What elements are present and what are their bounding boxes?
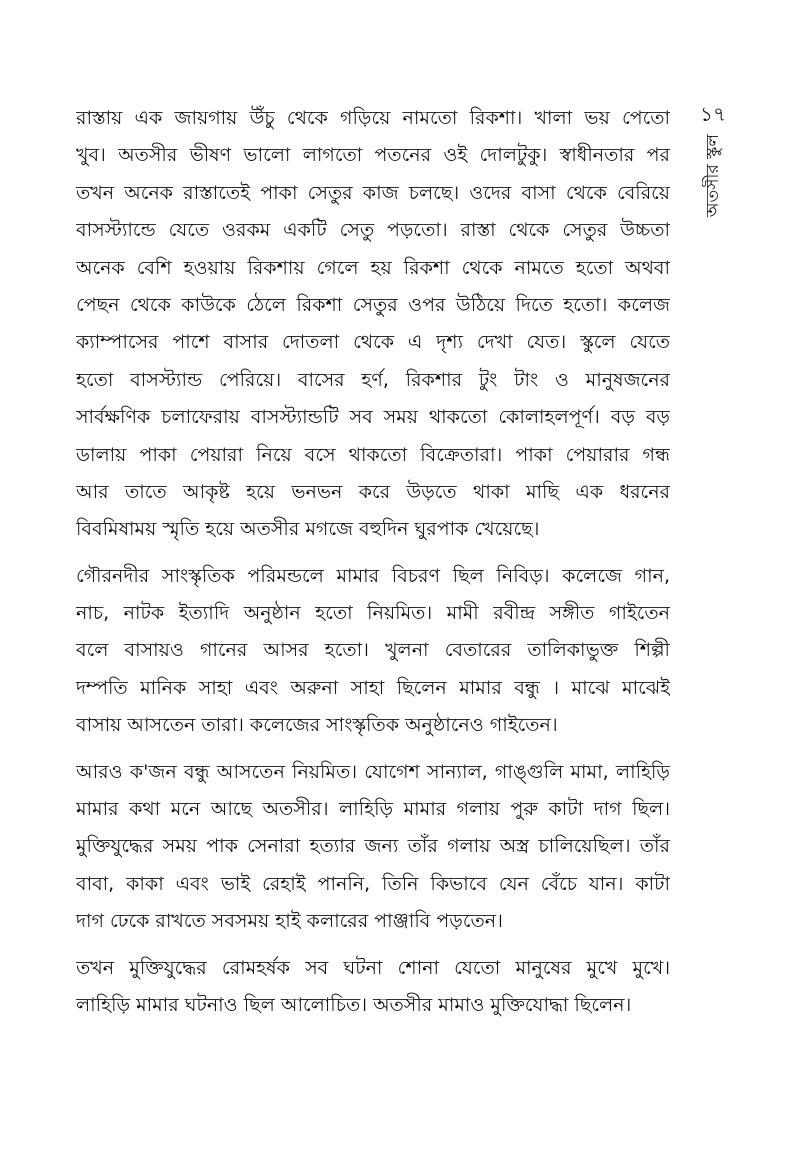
text-line: গৌরনদীর সাংস্কৃতিক পরিমন্ডলে মামার বিচরণ ছিল নিবিড়। কলেজে গান, xyxy=(76,564,670,587)
text-line: ক্যাম্পাসের পাশে বাসার দোতলা থেকে এ দৃশ্য দেখা যেত। স্কুলে যেতে xyxy=(76,331,670,354)
paragraph-1 xyxy=(76,100,670,549)
paragraph-3 xyxy=(76,754,670,941)
text-line: বলে বাসায়ও গানের আসর হতো। খুলনা বেতারের তালিকাভুক্ত শিল্পী xyxy=(76,639,670,662)
text-line: অনেক বেশি হওয়ায় রিকশায় গেলে হয় রিকশা থেকে নামতে হতো অথবা xyxy=(76,256,670,279)
paragraph-2 xyxy=(76,558,670,745)
text-line: নাচ, নাটক ইত্যাদি অনুষ্ঠান হতো নিয়মিত। মামী রবীন্দ্র সঙ্গীত গাইতেন xyxy=(76,602,670,625)
text-line: ডালায় পাকা পেয়ারা নিয়ে বসে থাকতো বিক্রেতারা। পাকা পেয়ারার গন্ধ xyxy=(76,443,670,466)
text-line: মামার কথা মনে আছে অতসীর। লাহিড়ি মামার গলায় পুরু কাটা দাগ ছিল। xyxy=(76,798,670,821)
text-line: বাবা, কাকা এবং ভাই রেহাই পাননি, তিনি কিভাবে যেন বেঁচে যান। কাটা xyxy=(76,872,670,895)
text-line: খুব। অতসীর ভীষণ ভালো লাগতো পতনের ওই দোলটুকু। স্বাধীনতার পর xyxy=(76,144,670,167)
text-line: মুক্তিযুদ্ধের সময় পাক সেনারা হত্যার জন্য তাঁর গলায় অস্ত্র চালিয়েছিল। তাঁর xyxy=(76,835,670,858)
paragraph-4 xyxy=(76,950,670,1025)
text-line: লাহিড়ি মামার ঘটনাও ছিল আলোচিত। অতসীর মামাও মুক্তিযোদ্ধা ছিলেন। xyxy=(76,993,632,1016)
text-line: দাগ ঢেকে রাখতে সবসময় হাই কলারের পাঞ্জাবি পড়তেন। xyxy=(76,910,503,933)
text-line: রাস্তায় এক জায়গায় উঁচু থেকে গড়িয়ে নামতো রিকশা। খালা ভয় পেতো xyxy=(76,107,670,129)
page-number: ১৭ xyxy=(700,102,726,126)
text-line: আরও ক'জন বন্ধু আসতেন নিয়মিত। যোগেশ সান্যাল, গাঙ্গুলি মামা, লাহিড়ি xyxy=(76,760,670,783)
page-header xyxy=(698,100,728,217)
text-line: বাসস্ট্যান্ডে যেতে ওরকম একটি সেতু পড়তো। রাস্তা থেকে সেতুর উচ্চতা xyxy=(76,219,670,242)
text-line: আর তাতে আকৃষ্ট হয়ে ভনভন করে উড়তে থাকা মাছি এক ধরনের xyxy=(76,480,670,503)
text-line: হতো বাসস্ট্যান্ড পেরিয়ে। বাসের হর্ণ, রিকশার টুং টাং ও মানুষজনের xyxy=(76,368,670,391)
text-line: দম্পতি মানিক সাহা এবং অরুনা সাহা ছিলেন মামার বন্ধু । মাঝে মাঝেই xyxy=(76,676,670,699)
text-line: তখন অনেক রাস্তাতেই পাকা সেতুর কাজ চলছে। ওদের বাসা থেকে বেরিয়ে xyxy=(76,181,670,204)
running-title: অতসীর স্কুল xyxy=(703,134,723,218)
text-line: সার্বক্ষণিক চলাফেরায় বাসস্ট্যান্ডটি সব সময় থাকতো কোলাহলপূর্ণ। বড় বড় xyxy=(76,406,670,429)
text-line: তখন মুক্তিযুদ্ধের রোমহর্ষক সব ঘটনা শোনা যেতো মানুষের মুখে মুখে। xyxy=(76,956,670,979)
text-line: পেছন থেকে কাউকে ঠেলে রিকশা সেতুর ওপর উঠিয়ে দিতে হতো। কলেজ xyxy=(76,293,670,316)
text-line: বাসায় আসতেন তারা। কলেজের সাংস্কৃতিক অনুষ্ঠানেও গাইতেন। xyxy=(76,714,558,737)
body-text xyxy=(76,100,670,1033)
text-line: বিবমিষাময় স্মৃতি হয়ে অতসীর মগজে বহুদিন ঘুরপাক খেয়েছে। xyxy=(76,518,540,541)
